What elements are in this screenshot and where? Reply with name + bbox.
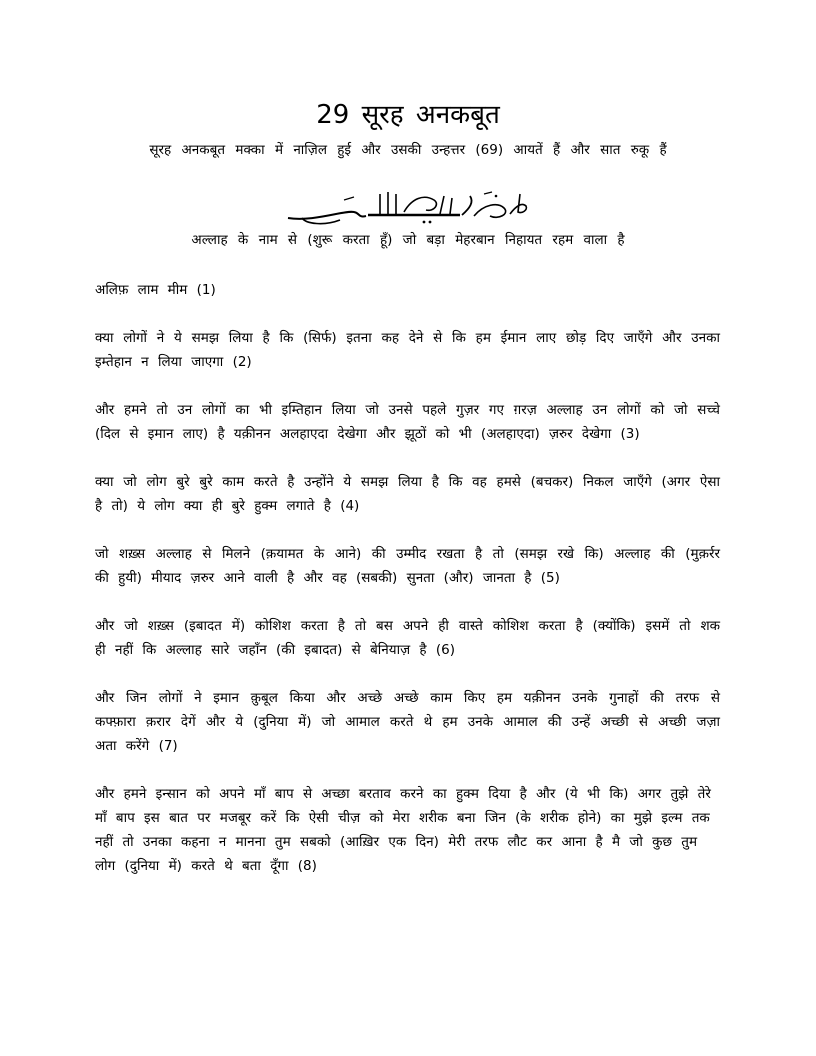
bismillah-calligraphy xyxy=(284,188,530,228)
verse-6: और जो शख़्स (इबादत में) कोशिश करता है तो बस अपने ही वास्ते कोशिश करता है (क्योंकि) इसमें तो शक ही नहीं कि अल्लाह सारे जहाँन (की इबादत) से बेनियाज़ है (6) xyxy=(95,618,720,658)
verse-4: क्या जो लोग बुरे बुरे काम करते है उन्होंने ये समझ लिया है कि वह हमसे (बचकर) निकल जाएँगे (अगर ऐसा है तो) ये लोग क्या ही बुरे हुक्म लगाते है (4) xyxy=(95,474,720,514)
surah-title: 29 सूरह अनकबूत xyxy=(316,100,500,130)
basmala-translation: अल्लाह के नाम से (शुरू करता हूँ) जो बड़ा मेहरबान निहायत रहम वाला है xyxy=(191,232,625,248)
verse-list xyxy=(95,278,720,902)
bismillah-calligraphy-image xyxy=(284,188,530,228)
verse-5: जो शख़्स अल्लाह से मिलने (क़यामत के आने) की उम्मीद रखता है तो (समझ रखे कि) अल्लाह की (मुक़र्रर की हुयी) मीयाद ज़रुर आने वाली है और वह (सबकी) सुनता (और) जानता है (5) xyxy=(95,546,720,586)
verse-8: और हमने इन्सान को अपने माँ बाप से अच्छा बरताव करने का हुक्म दिया है और (ये भी कि) अगर तुझे तेरे माँ बाप इस बात पर मजबूर करें कि ऐसी चीज़ को मेरा शरीक बना जिन (के शरीक होने) का मुझे इल्म तक नहीं तो उनका कहना न मानना तुम सबको (आख़िर एक दिन) मेरी तरफ लौट कर आना है मै जो कुछ तुम लोग (दुनिया में) करते थे बता दूँगा (8) xyxy=(95,786,711,874)
verse-1: अलिफ़ लाम मीम (1) xyxy=(95,282,216,298)
surah-subtitle: सूरह अनकबूत मक्का में नाज़िल हुई और उसकी उन्हत्तर (69) आयतें हैं और सात रुकू हैं xyxy=(149,142,667,158)
verse-7: और जिन लोगों ने इमान क़ुबूल किया और अच्छे अच्छे काम किए हम यक़ीनन उनके गुनाहों की तरफ से कफ्फ़ारा क़रार देगें और ये (दुनिया में) जो आमाल करते थे हम उनके आमाल की उन्हें अच्छी से अच्छी जज़ा अता करेंगे (7) xyxy=(95,690,720,754)
verse-2: क्या लोगों ने ये समझ लिया है कि (सिर्फ) इतना कह देने से कि हम ईमान लाए छोड़ दिए जाएँगे और उनका इम्तेहान न लिया जाएगा (2) xyxy=(95,330,720,370)
verse-3: और हमने तो उन लोगों का भी इम्तिहान लिया जो उनसे पहले गुज़र गए ग़रज़ अल्लाह उन लोगों को जो सच्चे (दिल से इमान लाए) है यक़ीनन अलहाएदा देखेगा और झूठों को भी (अलहाएदा) ज़रुर देखेगा (3) xyxy=(95,402,720,442)
